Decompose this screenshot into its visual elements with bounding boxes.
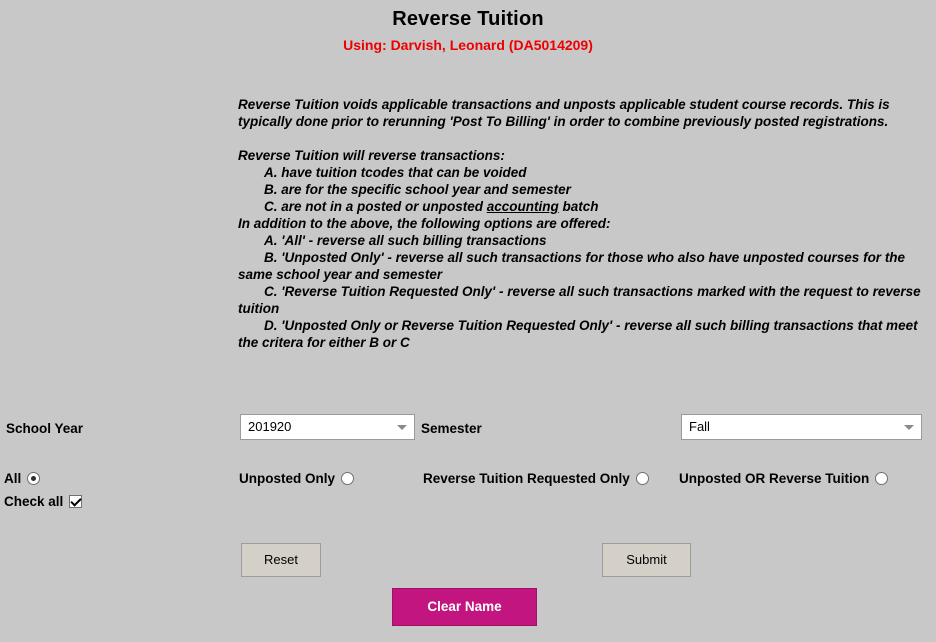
- description-option-c-text: C. 'Reverse Tuition Requested Only' - reverse all such transactions marked with the request to reverse tuition: [238, 284, 921, 316]
- chevron-down-icon: [397, 425, 407, 430]
- semester-label: Semester: [421, 421, 482, 436]
- description-item-c-underline: accounting: [486, 199, 559, 214]
- radio-option-reverse-tuition-requested-only[interactable]: [423, 471, 649, 486]
- radio-option-unposted-or-reverse-tuition-label: Unposted OR Reverse Tuition: [679, 471, 870, 486]
- radio-option-all[interactable]: [4, 471, 40, 486]
- description-block: [238, 96, 928, 351]
- clear-name-button[interactable]: Clear Name: [392, 588, 537, 626]
- school-year-value: 201920: [248, 419, 292, 434]
- description-paragraph-1: Reverse Tuition voids applicable transactions and unposts applicable student course records. This is typically done prior to rerunning 'Post To Billing' in order to combine previously posted registrations.: [238, 97, 890, 129]
- radio-option-unposted-or-reverse-tuition[interactable]: [679, 471, 888, 486]
- description-item-c-post: batch: [558, 199, 599, 214]
- radio-unposted-only-input[interactable]: [341, 472, 354, 485]
- description-intro-3: In addition to the above, the following options are offered:: [238, 216, 611, 231]
- description-item-c-pre: C. are not in a posted or unposted: [264, 199, 487, 214]
- chevron-down-icon: [904, 425, 914, 430]
- description-option-d-text: D. 'Unposted Only or Reverse Tuition Requested Only' - reverse all such billing transactions that meet the critera for either B or C: [238, 318, 918, 350]
- radio-option-reverse-tuition-requested-only-label: Reverse Tuition Requested Only: [423, 471, 630, 486]
- description-option-c: [238, 283, 928, 317]
- radio-reverse-tuition-requested-only-input[interactable]: [636, 472, 649, 485]
- description-item-b: B. are for the specific school year and semester: [264, 182, 571, 197]
- semester-select[interactable]: [681, 414, 922, 440]
- reset-button[interactable]: Reset: [241, 543, 321, 577]
- semester-value: Fall: [689, 419, 710, 434]
- description-item-a: A. have tuition tcodes that can be voided: [264, 165, 527, 180]
- spacer: [238, 130, 928, 147]
- school-year-select[interactable]: [240, 414, 415, 440]
- school-year-label: School Year: [6, 421, 84, 436]
- radio-unposted-or-reverse-tuition-input[interactable]: [875, 472, 888, 485]
- radio-option-all-label: All: [4, 471, 22, 486]
- description-option-a: A. 'All' - reverse all such billing transactions: [264, 233, 547, 248]
- check-all-checkbox[interactable]: [69, 495, 82, 508]
- using-student-label: Using: Darvish, Leonard (DA5014209): [343, 37, 593, 53]
- check-all-row[interactable]: [4, 494, 82, 509]
- description-option-b-text: B. 'Unposted Only' - reverse all such transactions for those who also have unposted courses for the same school year and semester: [238, 250, 906, 282]
- check-all-label: Check all: [4, 494, 64, 509]
- description-item-c: [238, 198, 928, 215]
- page-title: Reverse Tuition: [392, 8, 544, 30]
- description-option-d: [238, 317, 928, 351]
- submit-button[interactable]: Submit: [602, 543, 691, 577]
- description-option-b: [238, 249, 928, 283]
- radio-option-unposted-only-label: Unposted Only: [239, 471, 336, 486]
- description-intro-2: Reverse Tuition will reverse transactions:: [238, 148, 505, 163]
- radio-all-input[interactable]: [27, 472, 40, 485]
- radio-option-unposted-only[interactable]: [239, 471, 354, 486]
